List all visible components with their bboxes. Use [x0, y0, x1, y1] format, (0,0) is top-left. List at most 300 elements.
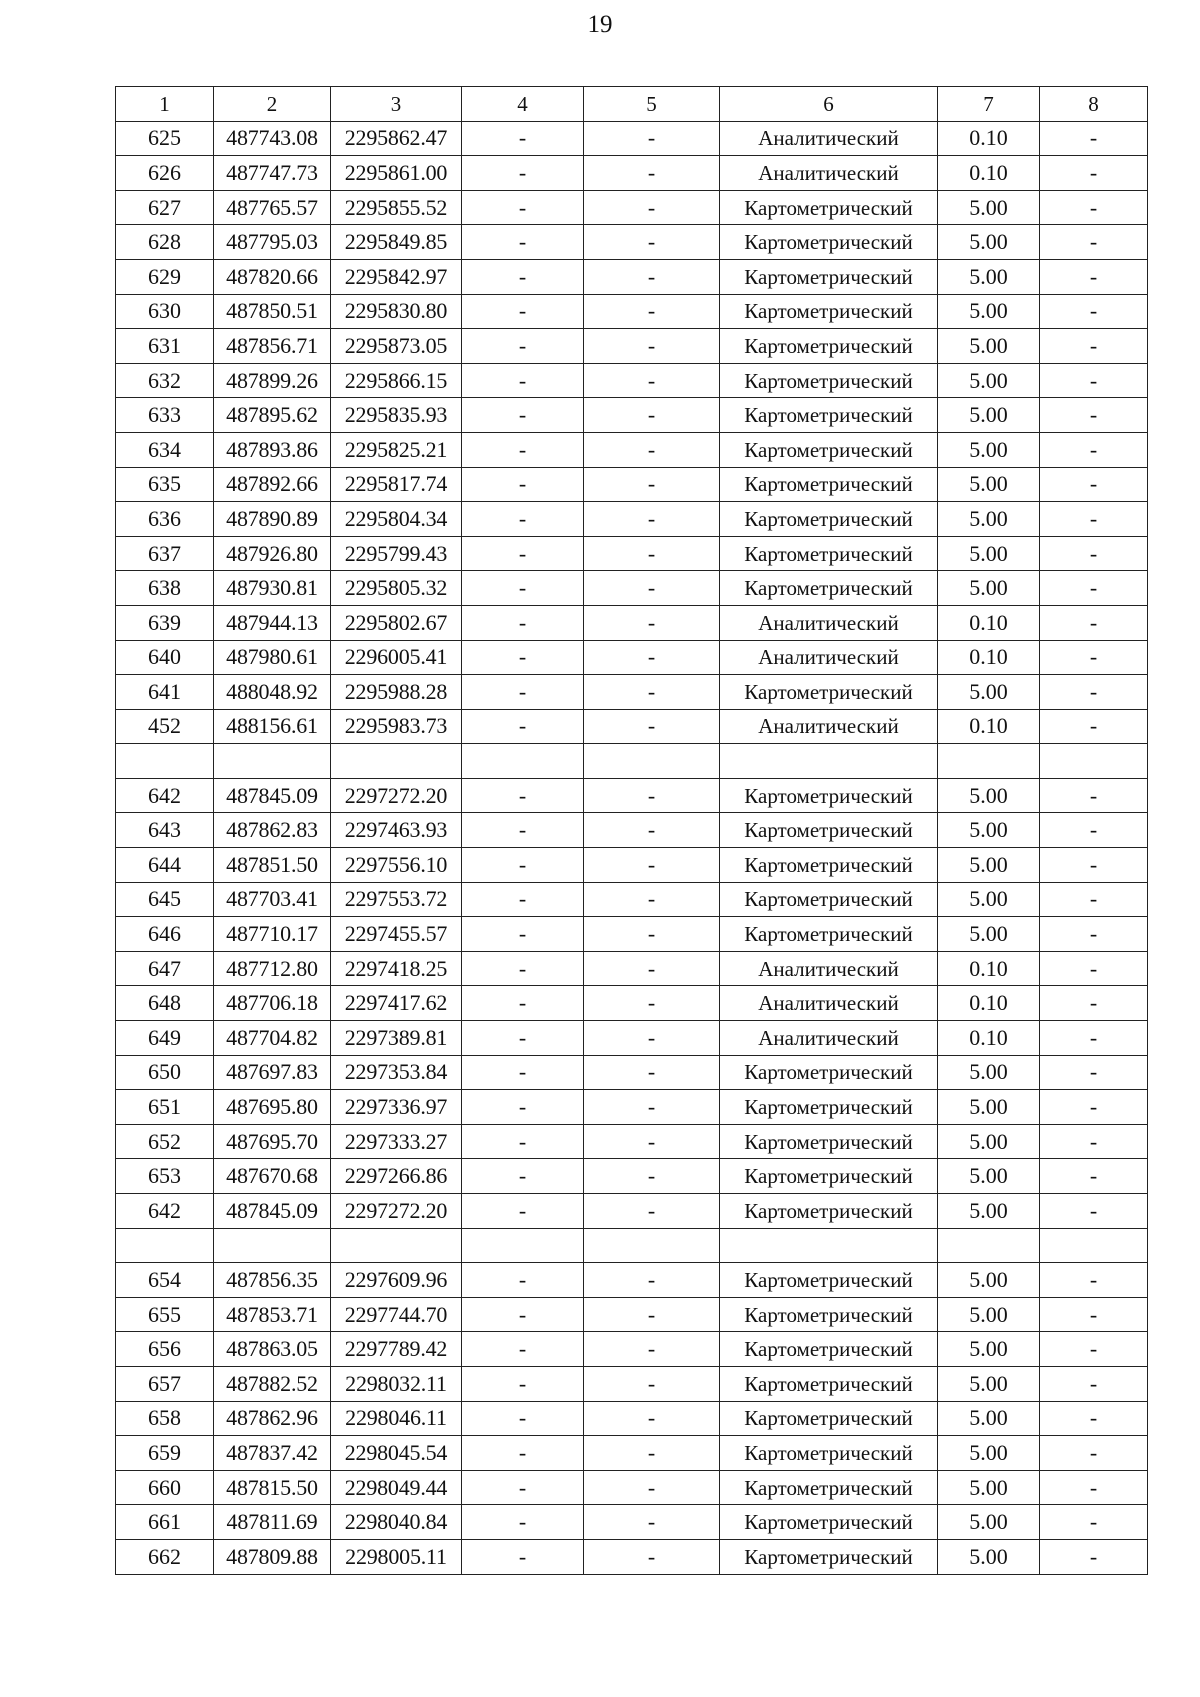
table-row	[116, 467, 1148, 502]
y-coordinate-cell: 2297353.84	[331, 1055, 462, 1090]
table-row	[116, 363, 1148, 398]
accuracy-cell: 5.00	[938, 294, 1040, 329]
method-cell: Картометрический	[720, 259, 938, 294]
point-number-cell: 625	[116, 121, 214, 156]
table-row	[116, 294, 1148, 329]
y-coordinate-cell: 2297744.70	[331, 1297, 462, 1332]
col-5-cell: -	[584, 398, 720, 433]
table-row	[116, 1021, 1148, 1056]
y-coordinate-cell: 2297553.72	[331, 882, 462, 917]
col-5-cell: -	[584, 1436, 720, 1471]
accuracy-cell: 5.00	[938, 917, 1040, 952]
method-cell: Картометрический	[720, 398, 938, 433]
point-number-cell: 626	[116, 156, 214, 191]
y-coordinate-cell: 2297609.96	[331, 1263, 462, 1298]
y-coordinate-cell: 2295842.97	[331, 259, 462, 294]
col-8-cell: -	[1040, 1366, 1148, 1401]
col-4-cell: -	[462, 1539, 584, 1574]
point-number-cell: 644	[116, 848, 214, 883]
accuracy-cell: 5.00	[938, 502, 1040, 537]
x-coordinate-cell: 487893.86	[214, 432, 331, 467]
x-coordinate-cell: 487670.68	[214, 1159, 331, 1194]
table-row	[116, 640, 1148, 675]
col-8-cell: -	[1040, 1401, 1148, 1436]
x-coordinate-cell: 487706.18	[214, 986, 331, 1021]
col-4-cell: -	[462, 1124, 584, 1159]
col-5-cell: -	[584, 1021, 720, 1056]
col-8-cell: -	[1040, 951, 1148, 986]
table-row	[116, 1539, 1148, 1574]
y-coordinate-cell: 2297455.57	[331, 917, 462, 952]
col-8-cell: -	[1040, 640, 1148, 675]
col-5-cell: -	[584, 778, 720, 813]
col-8-cell: -	[1040, 1159, 1148, 1194]
col-8-cell: -	[1040, 986, 1148, 1021]
point-number-cell: 655	[116, 1297, 214, 1332]
y-coordinate-cell: 2297789.42	[331, 1332, 462, 1367]
point-number-cell: 659	[116, 1436, 214, 1471]
col-4-cell: -	[462, 1332, 584, 1367]
col-5-cell: -	[584, 1124, 720, 1159]
col-5-cell: -	[584, 329, 720, 364]
accuracy-cell: 0.10	[938, 986, 1040, 1021]
y-coordinate-cell: 2295805.32	[331, 571, 462, 606]
method-cell: Картометрический	[720, 848, 938, 883]
col-4-cell: -	[462, 1055, 584, 1090]
col-8-cell: -	[1040, 1194, 1148, 1229]
accuracy-cell: 5.00	[938, 882, 1040, 917]
col-4-cell: -	[462, 225, 584, 260]
x-coordinate-cell: 487710.17	[214, 917, 331, 952]
method-cell: Картометрический	[720, 1124, 938, 1159]
table-row	[116, 259, 1148, 294]
col-5-cell: -	[584, 1505, 720, 1540]
x-coordinate-cell: 487853.71	[214, 1297, 331, 1332]
x-coordinate-cell: 487890.89	[214, 502, 331, 537]
col-4-cell: -	[462, 848, 584, 883]
accuracy-cell: 5.00	[938, 1436, 1040, 1471]
column-header-6: 6	[720, 87, 938, 122]
col-8-cell: -	[1040, 605, 1148, 640]
method-cell: Картометрический	[720, 190, 938, 225]
col-8-cell: -	[1040, 1021, 1148, 1056]
y-coordinate-cell: 2295817.74	[331, 467, 462, 502]
col-4-cell: -	[462, 1401, 584, 1436]
method-cell: Картометрический	[720, 1401, 938, 1436]
point-number-cell: 656	[116, 1332, 214, 1367]
method-cell: Аналитический	[720, 709, 938, 744]
col-4-cell: -	[462, 778, 584, 813]
x-coordinate-cell: 487892.66	[214, 467, 331, 502]
x-coordinate-cell: 487704.82	[214, 1021, 331, 1056]
col-5-cell: -	[584, 1539, 720, 1574]
method-cell: Картометрический	[720, 1090, 938, 1125]
y-coordinate-cell: 2297417.62	[331, 986, 462, 1021]
y-coordinate-cell	[331, 744, 462, 779]
col-8-cell: -	[1040, 1505, 1148, 1540]
col-8-cell: -	[1040, 1055, 1148, 1090]
page-number: 19	[587, 11, 613, 38]
y-coordinate-cell: 2295825.21	[331, 432, 462, 467]
y-coordinate-cell: 2295835.93	[331, 398, 462, 433]
column-header-8: 8	[1040, 87, 1148, 122]
col-5-cell: -	[584, 709, 720, 744]
col-5-cell: -	[584, 951, 720, 986]
table-row	[116, 1159, 1148, 1194]
col-8-cell: -	[1040, 225, 1148, 260]
col-4-cell: -	[462, 190, 584, 225]
accuracy-cell: 5.00	[938, 1539, 1040, 1574]
y-coordinate-cell: 2296005.41	[331, 640, 462, 675]
col-8-cell: -	[1040, 882, 1148, 917]
table-row	[116, 1263, 1148, 1298]
point-number-cell: 630	[116, 294, 214, 329]
point-number-cell: 652	[116, 1124, 214, 1159]
col-8-cell: -	[1040, 294, 1148, 329]
col-5-cell: -	[584, 1194, 720, 1229]
col-4-cell: -	[462, 398, 584, 433]
table-row	[116, 986, 1148, 1021]
y-coordinate-cell: 2298045.54	[331, 1436, 462, 1471]
method-cell: Картометрический	[720, 432, 938, 467]
col-5-cell: -	[584, 190, 720, 225]
table-row	[116, 536, 1148, 571]
y-coordinate-cell: 2297336.97	[331, 1090, 462, 1125]
col-8-cell: -	[1040, 1436, 1148, 1471]
x-coordinate-cell: 487944.13	[214, 605, 331, 640]
col-5-cell: -	[584, 675, 720, 710]
accuracy-cell: 5.00	[938, 1055, 1040, 1090]
col-8-cell: -	[1040, 571, 1148, 606]
method-cell: Картометрический	[720, 467, 938, 502]
x-coordinate-cell: 487712.80	[214, 951, 331, 986]
y-coordinate-cell: 2295830.80	[331, 294, 462, 329]
accuracy-cell: 5.00	[938, 1366, 1040, 1401]
col-8-cell: -	[1040, 813, 1148, 848]
table-row	[116, 156, 1148, 191]
method-cell: Картометрический	[720, 294, 938, 329]
col-4-cell: -	[462, 1159, 584, 1194]
x-coordinate-cell: 487815.50	[214, 1470, 331, 1505]
col-5-cell: -	[584, 1263, 720, 1298]
table-row	[116, 605, 1148, 640]
point-number-cell: 660	[116, 1470, 214, 1505]
x-coordinate-cell: 487795.03	[214, 225, 331, 260]
x-coordinate-cell: 487695.70	[214, 1124, 331, 1159]
method-cell: Картометрический	[720, 882, 938, 917]
col-8-cell: -	[1040, 1332, 1148, 1367]
y-coordinate-cell: 2297272.20	[331, 1194, 462, 1229]
x-coordinate-cell: 487899.26	[214, 363, 331, 398]
x-coordinate-cell: 487743.08	[214, 121, 331, 156]
col-4-cell: -	[462, 294, 584, 329]
x-coordinate-cell: 487926.80	[214, 536, 331, 571]
method-cell	[720, 1228, 938, 1263]
col-8-cell: -	[1040, 1124, 1148, 1159]
method-cell: Картометрический	[720, 536, 938, 571]
accuracy-cell: 5.00	[938, 1263, 1040, 1298]
table-row	[116, 398, 1148, 433]
method-cell	[720, 744, 938, 779]
method-cell: Картометрический	[720, 1194, 938, 1229]
method-cell: Картометрический	[720, 1332, 938, 1367]
table-header-row	[116, 87, 1148, 122]
col-8-cell: -	[1040, 190, 1148, 225]
point-number-cell: 636	[116, 502, 214, 537]
point-number-cell: 637	[116, 536, 214, 571]
point-number-cell: 634	[116, 432, 214, 467]
accuracy-cell: 0.10	[938, 121, 1040, 156]
table-row	[116, 917, 1148, 952]
method-cell: Аналитический	[720, 156, 938, 191]
x-coordinate-cell: 487850.51	[214, 294, 331, 329]
col-4-cell: -	[462, 640, 584, 675]
point-number-cell: 645	[116, 882, 214, 917]
col-5-cell: -	[584, 225, 720, 260]
accuracy-cell: 5.00	[938, 432, 1040, 467]
point-number-cell: 629	[116, 259, 214, 294]
col-4-cell: -	[462, 432, 584, 467]
accuracy-cell: 5.00	[938, 813, 1040, 848]
point-number-cell: 642	[116, 1194, 214, 1229]
y-coordinate-cell: 2295799.43	[331, 536, 462, 571]
table-row	[116, 1297, 1148, 1332]
x-coordinate-cell: 487837.42	[214, 1436, 331, 1471]
point-number-cell: 642	[116, 778, 214, 813]
table-row	[116, 1436, 1148, 1471]
col-8-cell: -	[1040, 848, 1148, 883]
y-coordinate-cell: 2295802.67	[331, 605, 462, 640]
accuracy-cell: 5.00	[938, 329, 1040, 364]
table-row	[116, 121, 1148, 156]
col-5-cell: -	[584, 1401, 720, 1436]
y-coordinate-cell: 2295983.73	[331, 709, 462, 744]
point-number-cell: 651	[116, 1090, 214, 1125]
accuracy-cell: 0.10	[938, 951, 1040, 986]
table-row	[116, 1090, 1148, 1125]
col-4-cell: -	[462, 156, 584, 191]
table-row	[116, 882, 1148, 917]
table-row	[116, 744, 1148, 779]
table-row	[116, 1194, 1148, 1229]
table-row	[116, 813, 1148, 848]
col-5-cell: -	[584, 502, 720, 537]
accuracy-cell: 5.00	[938, 1194, 1040, 1229]
accuracy-cell: 0.10	[938, 1021, 1040, 1056]
x-coordinate-cell: 487820.66	[214, 259, 331, 294]
method-cell: Картометрический	[720, 1263, 938, 1298]
method-cell: Картометрический	[720, 1539, 938, 1574]
method-cell: Картометрический	[720, 1297, 938, 1332]
col-4-cell: -	[462, 1470, 584, 1505]
accuracy-cell: 5.00	[938, 778, 1040, 813]
column-header-5: 5	[584, 87, 720, 122]
column-header-3: 3	[331, 87, 462, 122]
y-coordinate-cell: 2295988.28	[331, 675, 462, 710]
accuracy-cell: 5.00	[938, 190, 1040, 225]
col-4-cell: -	[462, 813, 584, 848]
x-coordinate-cell: 487851.50	[214, 848, 331, 883]
col-4-cell: -	[462, 986, 584, 1021]
col-4-cell: -	[462, 951, 584, 986]
x-coordinate-cell	[214, 744, 331, 779]
col-4-cell: -	[462, 259, 584, 294]
point-number-cell: 633	[116, 398, 214, 433]
col-8-cell: -	[1040, 363, 1148, 398]
point-number-cell: 628	[116, 225, 214, 260]
method-cell: Аналитический	[720, 1021, 938, 1056]
method-cell: Картометрический	[720, 502, 938, 537]
method-cell: Картометрический	[720, 363, 938, 398]
col-4-cell: -	[462, 1436, 584, 1471]
col-4-cell: -	[462, 1366, 584, 1401]
accuracy-cell: 5.00	[938, 225, 1040, 260]
col-8-cell: -	[1040, 709, 1148, 744]
point-number-cell: 627	[116, 190, 214, 225]
accuracy-cell: 5.00	[938, 675, 1040, 710]
column-header-2: 2	[214, 87, 331, 122]
col-5-cell: -	[584, 571, 720, 606]
y-coordinate-cell: 2297266.86	[331, 1159, 462, 1194]
y-coordinate-cell: 2298046.11	[331, 1401, 462, 1436]
accuracy-cell: 5.00	[938, 1332, 1040, 1367]
table-row	[116, 1124, 1148, 1159]
col-8-cell: -	[1040, 398, 1148, 433]
col-8-cell: -	[1040, 536, 1148, 571]
x-coordinate-cell: 487856.71	[214, 329, 331, 364]
method-cell: Картометрический	[720, 917, 938, 952]
point-number-cell: 452	[116, 709, 214, 744]
x-coordinate-cell	[214, 1228, 331, 1263]
point-number-cell: 653	[116, 1159, 214, 1194]
y-coordinate-cell: 2295804.34	[331, 502, 462, 537]
col-5-cell: -	[584, 848, 720, 883]
x-coordinate-cell: 487747.73	[214, 156, 331, 191]
accuracy-cell: 5.00	[938, 571, 1040, 606]
col-5-cell: -	[584, 605, 720, 640]
accuracy-cell: 5.00	[938, 467, 1040, 502]
col-5-cell: -	[584, 121, 720, 156]
col-4-cell: -	[462, 467, 584, 502]
point-number-cell: 661	[116, 1505, 214, 1540]
method-cell: Картометрический	[720, 1159, 938, 1194]
table-row	[116, 778, 1148, 813]
accuracy-cell: 5.00	[938, 1505, 1040, 1540]
y-coordinate-cell: 2297463.93	[331, 813, 462, 848]
method-cell: Аналитический	[720, 986, 938, 1021]
col-4-cell: -	[462, 882, 584, 917]
col-4-cell: -	[462, 502, 584, 537]
method-cell: Картометрический	[720, 1366, 938, 1401]
col-5-cell: -	[584, 917, 720, 952]
y-coordinate-cell: 2297556.10	[331, 848, 462, 883]
col-5-cell: -	[584, 882, 720, 917]
method-cell: Аналитический	[720, 951, 938, 986]
col-5-cell: -	[584, 1159, 720, 1194]
col-8-cell	[1040, 744, 1148, 779]
point-number-cell: 640	[116, 640, 214, 675]
col-8-cell: -	[1040, 1297, 1148, 1332]
y-coordinate-cell: 2297272.20	[331, 778, 462, 813]
point-number-cell: 649	[116, 1021, 214, 1056]
y-coordinate-cell: 2295855.52	[331, 190, 462, 225]
accuracy-cell: 5.00	[938, 1090, 1040, 1125]
accuracy-cell: 5.00	[938, 1297, 1040, 1332]
col-5-cell: -	[584, 986, 720, 1021]
accuracy-cell	[938, 1228, 1040, 1263]
col-8-cell: -	[1040, 432, 1148, 467]
point-number-cell: 658	[116, 1401, 214, 1436]
col-5-cell: -	[584, 294, 720, 329]
col-5-cell: -	[584, 1055, 720, 1090]
x-coordinate-cell: 487845.09	[214, 1194, 331, 1229]
table-row	[116, 1055, 1148, 1090]
x-coordinate-cell: 487845.09	[214, 778, 331, 813]
table-row	[116, 329, 1148, 364]
y-coordinate-cell: 2295866.15	[331, 363, 462, 398]
x-coordinate-cell: 487980.61	[214, 640, 331, 675]
method-cell: Картометрический	[720, 675, 938, 710]
point-number-cell: 650	[116, 1055, 214, 1090]
accuracy-cell: 5.00	[938, 259, 1040, 294]
col-8-cell: -	[1040, 467, 1148, 502]
y-coordinate-cell: 2295849.85	[331, 225, 462, 260]
accuracy-cell: 5.00	[938, 1124, 1040, 1159]
y-coordinate-cell: 2297333.27	[331, 1124, 462, 1159]
method-cell: Картометрический	[720, 1505, 938, 1540]
table-row	[116, 1366, 1148, 1401]
table-row	[116, 1228, 1148, 1263]
col-4-cell: -	[462, 536, 584, 571]
col-5-cell: -	[584, 1332, 720, 1367]
table-row	[116, 675, 1148, 710]
x-coordinate-cell: 488048.92	[214, 675, 331, 710]
x-coordinate-cell: 487811.69	[214, 1505, 331, 1540]
col-4-cell: -	[462, 329, 584, 364]
col-5-cell: -	[584, 1090, 720, 1125]
col-4-cell: -	[462, 605, 584, 640]
x-coordinate-cell: 487703.41	[214, 882, 331, 917]
x-coordinate-cell: 487695.80	[214, 1090, 331, 1125]
col-8-cell: -	[1040, 675, 1148, 710]
point-number-cell: 646	[116, 917, 214, 952]
method-cell: Картометрический	[720, 1055, 938, 1090]
method-cell: Аналитический	[720, 605, 938, 640]
y-coordinate-cell: 2298032.11	[331, 1366, 462, 1401]
col-4-cell: -	[462, 363, 584, 398]
point-number-cell: 657	[116, 1366, 214, 1401]
method-cell: Картометрический	[720, 225, 938, 260]
point-number-cell: 631	[116, 329, 214, 364]
table-row	[116, 225, 1148, 260]
col-5-cell	[584, 744, 720, 779]
accuracy-cell: 5.00	[938, 1470, 1040, 1505]
table-row	[116, 709, 1148, 744]
coordinates-table	[115, 86, 1148, 1575]
table-row	[116, 190, 1148, 225]
accuracy-cell: 0.10	[938, 709, 1040, 744]
accuracy-cell: 5.00	[938, 536, 1040, 571]
x-coordinate-cell: 487809.88	[214, 1539, 331, 1574]
x-coordinate-cell: 487895.62	[214, 398, 331, 433]
point-number-cell: 635	[116, 467, 214, 502]
y-coordinate-cell: 2297418.25	[331, 951, 462, 986]
col-5-cell: -	[584, 1470, 720, 1505]
x-coordinate-cell: 487862.83	[214, 813, 331, 848]
col-4-cell: -	[462, 1263, 584, 1298]
col-8-cell: -	[1040, 1539, 1148, 1574]
y-coordinate-cell: 2298005.11	[331, 1539, 462, 1574]
